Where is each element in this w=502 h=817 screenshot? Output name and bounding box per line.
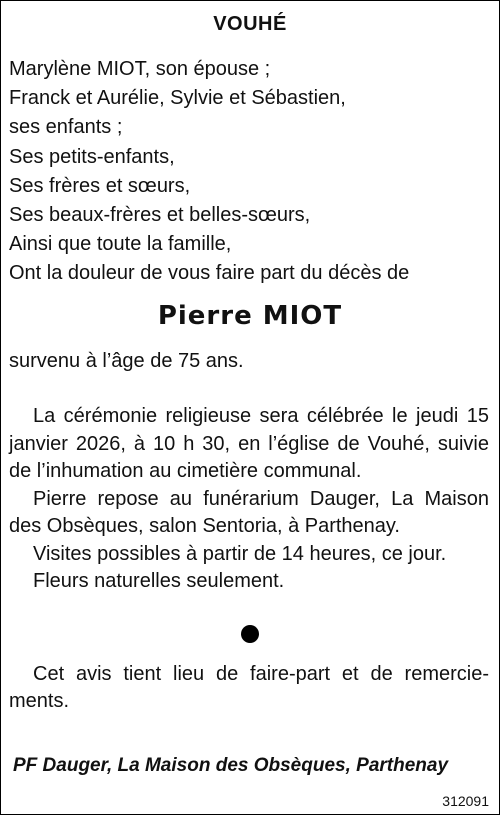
deceased-name: Pierre MIOT <box>157 301 343 331</box>
family-list <box>9 55 489 289</box>
flowers-paragraph: Fleurs naturelles seulement. <box>33 570 285 592</box>
family-line: ses enfants ; <box>9 116 123 139</box>
closing-text <box>9 661 489 715</box>
bullet-separator-icon <box>241 625 259 643</box>
age-line: survenu à l’âge de 75 ans. <box>9 350 244 372</box>
family-line: Ses petits-enfants, <box>9 145 175 168</box>
ceremony-paragraph: La cérémonie religieuse sera célébrée le jeudi 15 janvier 2026, à 10 h 30, en l’église de Vouhé, suivie de l’inhumation au cimetière communal. <box>9 405 489 482</box>
family-line: Ses frères et sœurs, <box>9 174 191 197</box>
family-line: Ainsi que toute la famille, <box>9 233 232 256</box>
family-line: Marylène MIOT, son épouse ; <box>9 58 271 80</box>
visits-paragraph: Visites possibles à partir de 14 heures, ce jour. <box>33 542 447 565</box>
family-line: Franck et Aurélie, Sylvie et Sébastien, <box>9 87 346 110</box>
ceremony-details <box>9 403 489 596</box>
family-line: Ont la douleur de vous faire part du décès de <box>9 262 410 285</box>
town-heading: VOUHÉ <box>213 13 287 35</box>
family-line: Ses beaux-frères et belles-sœurs, <box>9 204 311 227</box>
funeral-home-signature: PF Dauger, La Maison des Obsèques, Parthenay <box>13 755 449 776</box>
reference-number: 312091 <box>442 793 489 809</box>
rest-location-paragraph: Pierre repose au funérarium Dauger, La Maison des Obsèques, salon Sentoria, à Parthenay. <box>9 487 489 537</box>
closing-paragraph: Cet avis tient lieu de faire-part et de remerciements. <box>9 663 489 712</box>
